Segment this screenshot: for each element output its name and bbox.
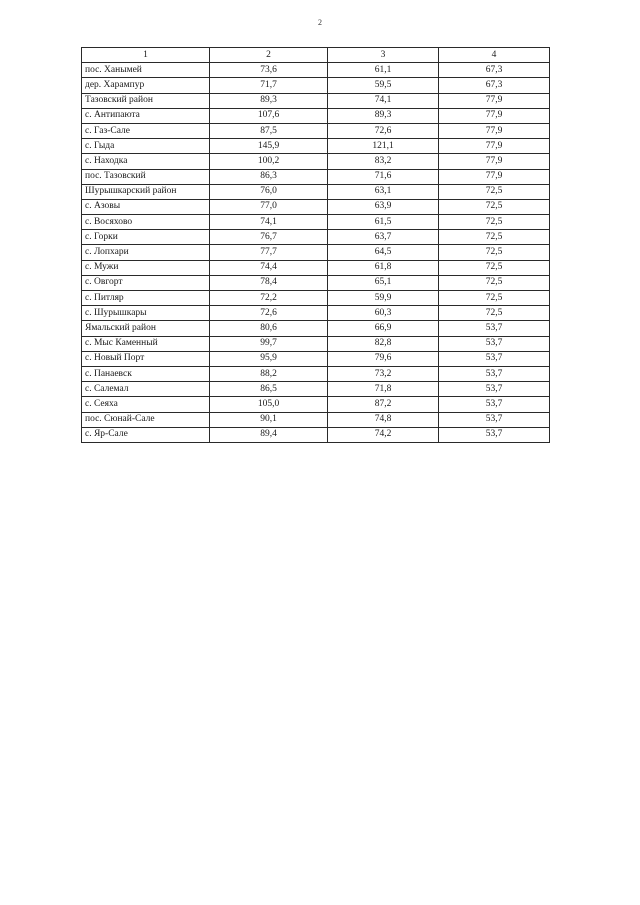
settlement-name-cell: с. Сеяха [82, 397, 210, 412]
value-cell-col-4: 67,3 [439, 63, 550, 78]
value-cell-col-4: 53,7 [439, 382, 550, 397]
table-row [82, 306, 550, 321]
table-row [82, 275, 550, 290]
table-row [82, 291, 550, 306]
value-cell-col-4: 77,9 [439, 108, 550, 123]
value-cell-col-4: 77,9 [439, 93, 550, 108]
value-cell-col-3: 66,9 [328, 321, 439, 336]
value-cell-col-2: 78,4 [210, 275, 328, 290]
value-cell-col-2: 76,0 [210, 184, 328, 199]
value-cell-col-2: 72,2 [210, 291, 328, 306]
settlement-name-cell: с. Азовы [82, 199, 210, 214]
settlement-name-cell: с. Яр-Сале [82, 427, 210, 442]
value-cell-col-3: 89,3 [328, 108, 439, 123]
settlement-name-cell: Шурышкарский район [82, 184, 210, 199]
value-cell-col-2: 72,6 [210, 306, 328, 321]
value-cell-col-4: 72,5 [439, 184, 550, 199]
value-cell-col-3: 73,2 [328, 366, 439, 381]
table-row [82, 230, 550, 245]
value-cell-col-4: 72,5 [439, 275, 550, 290]
table-body [82, 63, 550, 443]
value-cell-col-2: 74,1 [210, 215, 328, 230]
value-cell-col-3: 74,2 [328, 427, 439, 442]
table-row [82, 412, 550, 427]
value-cell-col-2: 74,4 [210, 260, 328, 275]
value-cell-col-3: 61,5 [328, 215, 439, 230]
value-cell-col-2: 87,5 [210, 123, 328, 138]
value-cell-col-2: 80,6 [210, 321, 328, 336]
value-cell-col-3: 60,3 [328, 306, 439, 321]
value-cell-col-3: 63,7 [328, 230, 439, 245]
tariff-table [81, 47, 550, 443]
table-row [82, 366, 550, 381]
value-cell-col-3: 83,2 [328, 154, 439, 169]
table-row [82, 108, 550, 123]
table-row [82, 336, 550, 351]
settlement-name-cell: с. Гыда [82, 139, 210, 154]
value-cell-col-4: 72,5 [439, 230, 550, 245]
value-cell-col-4: 72,5 [439, 260, 550, 275]
value-cell-col-3: 63,9 [328, 199, 439, 214]
table-row [82, 321, 550, 336]
header-row [82, 48, 550, 63]
value-cell-col-3: 59,9 [328, 291, 439, 306]
value-cell-col-2: 100,2 [210, 154, 328, 169]
value-cell-col-2: 95,9 [210, 351, 328, 366]
value-cell-col-3: 79,6 [328, 351, 439, 366]
value-cell-col-3: 65,1 [328, 275, 439, 290]
value-cell-col-2: 105,0 [210, 397, 328, 412]
value-cell-col-2: 89,4 [210, 427, 328, 442]
value-cell-col-4: 53,7 [439, 336, 550, 351]
column-header-1: 1 [82, 48, 210, 63]
value-cell-col-3: 64,5 [328, 245, 439, 260]
value-cell-col-3: 82,8 [328, 336, 439, 351]
settlement-name-cell: дер. Харампур [82, 78, 210, 93]
settlement-name-cell: с. Панаевск [82, 366, 210, 381]
value-cell-col-2: 145,9 [210, 139, 328, 154]
settlement-name-cell: с. Горки [82, 230, 210, 245]
value-cell-col-4: 77,9 [439, 169, 550, 184]
page-number: 2 [318, 18, 322, 27]
value-cell-col-2: 77,0 [210, 199, 328, 214]
settlement-name-cell: с. Восяхово [82, 215, 210, 230]
table-row [82, 260, 550, 275]
value-cell-col-4: 53,7 [439, 351, 550, 366]
value-cell-col-2: 86,5 [210, 382, 328, 397]
settlement-name-cell: с. Антипаюта [82, 108, 210, 123]
value-cell-col-4: 67,3 [439, 78, 550, 93]
settlement-name-cell: Тазовский район [82, 93, 210, 108]
value-cell-col-4: 77,9 [439, 139, 550, 154]
value-cell-col-3: 74,1 [328, 93, 439, 108]
settlement-name-cell: с. Овгорт [82, 275, 210, 290]
settlement-name-cell: пос. Тазовский [82, 169, 210, 184]
settlement-name-cell: с. Газ-Сале [82, 123, 210, 138]
value-cell-col-4: 77,9 [439, 154, 550, 169]
value-cell-col-4: 72,5 [439, 245, 550, 260]
value-cell-col-4: 53,7 [439, 397, 550, 412]
column-header-3: 3 [328, 48, 439, 63]
value-cell-col-3: 87,2 [328, 397, 439, 412]
table-row [82, 63, 550, 78]
value-cell-col-2: 107,6 [210, 108, 328, 123]
table-row [82, 382, 550, 397]
value-cell-col-4: 77,9 [439, 123, 550, 138]
settlement-name-cell: Ямальский район [82, 321, 210, 336]
settlement-name-cell: пос. Сюнай-Сале [82, 412, 210, 427]
table-row [82, 123, 550, 138]
value-cell-col-3: 59,5 [328, 78, 439, 93]
value-cell-col-2: 88,2 [210, 366, 328, 381]
table-row [82, 93, 550, 108]
value-cell-col-2: 89,3 [210, 93, 328, 108]
value-cell-col-3: 71,8 [328, 382, 439, 397]
value-cell-col-2: 71,7 [210, 78, 328, 93]
table-row [82, 397, 550, 412]
value-cell-col-3: 72,6 [328, 123, 439, 138]
table-row [82, 154, 550, 169]
value-cell-col-2: 90,1 [210, 412, 328, 427]
settlement-name-cell: с. Находка [82, 154, 210, 169]
value-cell-col-4: 72,5 [439, 291, 550, 306]
value-cell-col-3: 63,1 [328, 184, 439, 199]
table-row [82, 139, 550, 154]
table-row [82, 169, 550, 184]
table-row [82, 427, 550, 442]
value-cell-col-4: 72,5 [439, 306, 550, 321]
settlement-name-cell: с. Мужи [82, 260, 210, 275]
table-row [82, 351, 550, 366]
table-row [82, 78, 550, 93]
settlement-name-cell: с. Салемал [82, 382, 210, 397]
value-cell-col-3: 61,1 [328, 63, 439, 78]
column-header-2: 2 [210, 48, 328, 63]
table-row [82, 199, 550, 214]
table-row [82, 215, 550, 230]
value-cell-col-2: 99,7 [210, 336, 328, 351]
value-cell-col-4: 53,7 [439, 412, 550, 427]
settlement-name-cell: с. Мыс Каменный [82, 336, 210, 351]
value-cell-col-2: 86,3 [210, 169, 328, 184]
table-row [82, 245, 550, 260]
settlement-name-cell: с. Новый Порт [82, 351, 210, 366]
value-cell-col-4: 53,7 [439, 321, 550, 336]
value-cell-col-4: 72,5 [439, 215, 550, 230]
value-cell-col-2: 77,7 [210, 245, 328, 260]
settlement-name-cell: пос. Ханымей [82, 63, 210, 78]
value-cell-col-4: 53,7 [439, 366, 550, 381]
table-row [82, 184, 550, 199]
value-cell-col-4: 72,5 [439, 199, 550, 214]
value-cell-col-3: 74,8 [328, 412, 439, 427]
value-cell-col-3: 71,6 [328, 169, 439, 184]
settlement-name-cell: с. Питляр [82, 291, 210, 306]
column-header-4: 4 [439, 48, 550, 63]
value-cell-col-2: 73,6 [210, 63, 328, 78]
value-cell-col-2: 76,7 [210, 230, 328, 245]
settlement-name-cell: с. Лопхари [82, 245, 210, 260]
value-cell-col-3: 121,1 [328, 139, 439, 154]
value-cell-col-4: 53,7 [439, 427, 550, 442]
value-cell-col-3: 61,8 [328, 260, 439, 275]
settlement-name-cell: с. Шурышкары [82, 306, 210, 321]
